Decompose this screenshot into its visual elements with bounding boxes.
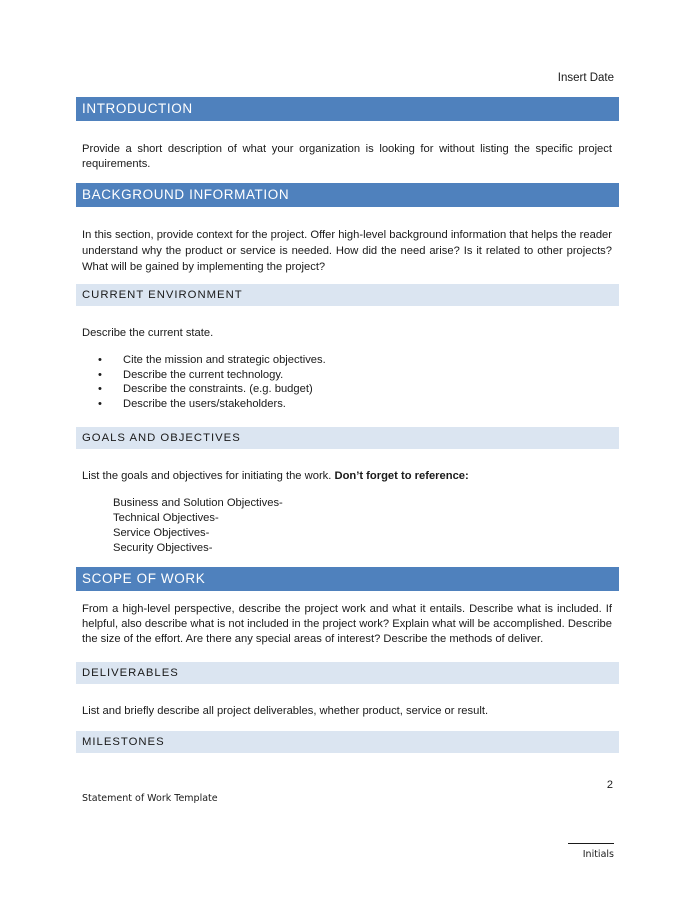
deliverables-text: List and briefly describe all project deliverables, whether product, service or result. bbox=[82, 705, 489, 717]
section-heading-introduction: INTRODUCTION bbox=[76, 97, 619, 121]
introduction-text: Provide a short description of what your organization is looking for without listing the specific project requirements. bbox=[82, 143, 612, 170]
list-item: • Cite the mission and strategic objectives. bbox=[98, 353, 326, 368]
subheading-current-environment: CURRENT ENVIRONMENT bbox=[76, 284, 619, 306]
initials-label: Initials bbox=[582, 849, 614, 860]
page-number: 2 bbox=[606, 779, 613, 791]
background-text: In this section, provide context for the project. Offer high-level background information that helps the reader understand why the product or service is needed. How did the need arise? Is it related to other projects? What will be gained by implementing the project? bbox=[82, 229, 612, 273]
goals-text-main: List the goals and objectives for initiating the work. bbox=[82, 470, 332, 482]
list-item: Security Objectives- bbox=[113, 542, 213, 554]
list-item: Business and Solution Objectives- bbox=[113, 497, 283, 509]
section-heading-scope-of-work: SCOPE OF WORK bbox=[76, 567, 619, 591]
current-environment-text: Describe the current state. bbox=[82, 327, 214, 339]
objectives-list bbox=[113, 496, 283, 556]
list-item: • Describe the current technology. bbox=[98, 368, 326, 383]
initials-signature-line bbox=[568, 843, 614, 844]
subheading-deliverables: DELIVERABLES bbox=[76, 662, 619, 684]
goals-text bbox=[82, 469, 612, 484]
scope-text: From a high-level perspective, describe the project work and what it entails. Describe what is included. If helpful, also describe what is not included in the project work? Explain what will be accomplished. Describe the size of the effort. Are there any special areas of interest? Describe the methods of deliver. bbox=[82, 603, 612, 645]
footer-doc-title: Statement of Work Template bbox=[82, 793, 218, 804]
current-environment-list bbox=[98, 353, 326, 411]
insert-date: Insert Date bbox=[557, 72, 614, 84]
goals-text-bold: Don’t forget to reference: bbox=[334, 470, 469, 482]
list-item: • Describe the users/stakeholders. bbox=[98, 397, 326, 412]
subheading-goals-objectives: GOALS AND OBJECTIVES bbox=[76, 427, 619, 449]
list-item: • Describe the constraints. (e.g. budget) bbox=[98, 382, 326, 397]
list-item: Technical Objectives- bbox=[113, 512, 219, 524]
subheading-milestones: MILESTONES bbox=[76, 731, 619, 753]
section-heading-background: BACKGROUND INFORMATION bbox=[76, 183, 619, 207]
list-item: Service Objectives- bbox=[113, 527, 210, 539]
